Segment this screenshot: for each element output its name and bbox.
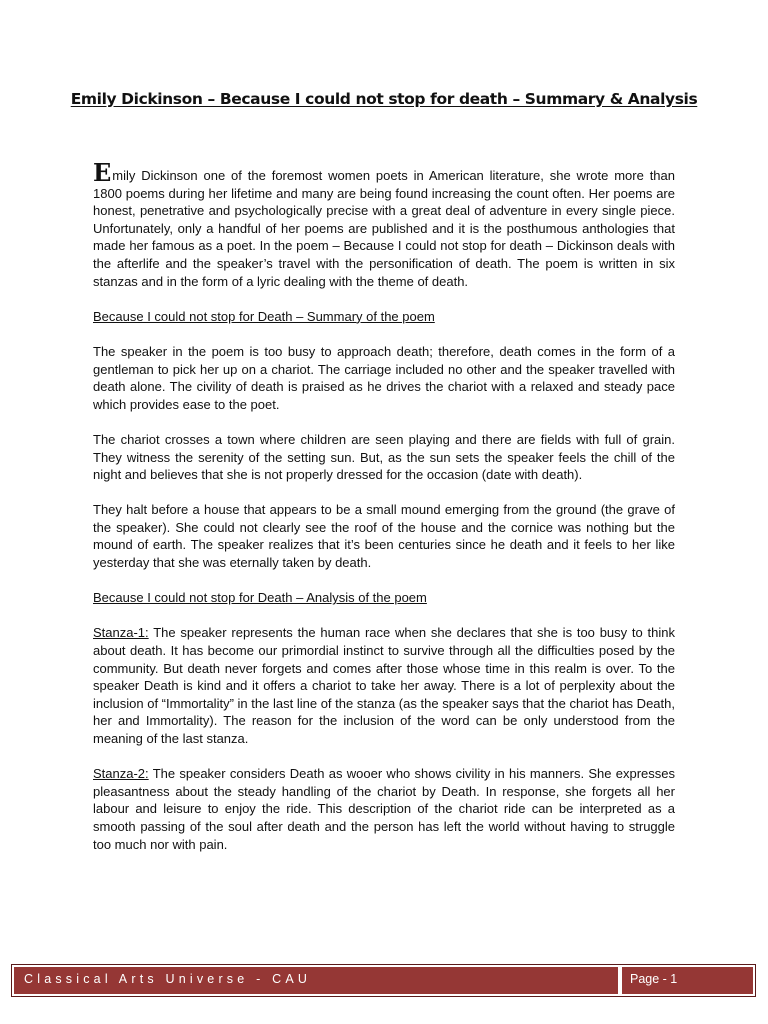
footer-site-name: Classical Arts Universe - CAU — [24, 972, 312, 986]
stanza-2-label: Stanza-2: — [93, 766, 149, 782]
footer-divider — [618, 967, 622, 994]
footer-page-number: Page - 1 — [630, 972, 678, 986]
drop-cap: E — [93, 158, 112, 187]
document-title: Emily Dickinson – Because I could not stop for death – Summary & Analysis — [70, 90, 698, 108]
intro-text: mily Dickinson one of the foremost women poets in American literature, she wrote more than 1800 poems during her lifetime and many are being found increasing the count often. Her poems are honest, penetrative and psychologically precise with a great deal of adventure in every single piece. Unfortunately, only a handful of her poems are published and it is the posthumous anthologies that made her famous as a poet. In the poem – Because I could not stop for death – Dickinson deals with the afterlife and the speaker’s travel with the personification of death. The poem is written in six stanzas and in the form of a lyric dealing with the theme of death. — [93, 168, 675, 289]
footer-bar — [14, 967, 753, 994]
document-body — [93, 158, 675, 853]
analysis-heading: Because I could not stop for Death – Analysis of the poem — [93, 590, 427, 606]
summary-paragraph-3: They halt before a house that appears to be a small mound emerging from the ground (the grave of the speaker). She could not clearly see the roof of the house and the cornice was nothing but the mound of earth. The speaker realizes that it’s been centuries since he death and it feels to her like yesterday that she was eternally taken by death. — [93, 502, 675, 571]
stanza-2-paragraph — [93, 765, 675, 853]
page-footer — [11, 964, 756, 997]
stanza-1-text: The speaker represents the human race when she declares that she is too busy to think about death. It has become our primordial instinct to survive through all the difficulties posed by the community. But death never forgets and comes after those whose time in this realm is over. To the speaker Death is kind and it offers a chariot to take her away. There is a lot of perplexity about the inclusion of “Immortality” in the last line of the stanza (as the speaker says that the chariot has Death, her and Immortality). The reason for the inclusion of the word can be only understood from the meaning of the last stanza. — [93, 625, 675, 746]
summary-paragraph-2: The chariot crosses a town where children are seen playing and there are fields with full of grain. They witness the serenity of the setting sun. But, as the sun sets the speaker feels the chill of the night and believes that she is not properly dressed for the occasion (date with death). — [93, 431, 675, 483]
summary-heading: Because I could not stop for Death – Summary of the poem — [93, 308, 435, 324]
intro-paragraph — [93, 158, 675, 290]
stanza-1-paragraph — [93, 624, 675, 747]
summary-paragraph-1: The speaker in the poem is too busy to approach death; therefore, death comes in the form of a gentleman to pick her up on a chariot. The carriage included no other and the speaker travelled with death alone. The civility of death is praised as he drives the chariot with a relaxed and steady pace which provides ease to the poet. — [93, 343, 675, 412]
stanza-2-text: The speaker considers Death as wooer who shows civility in his manners. She expresses pleasantness about the steady handling of the chariot by Death. In response, she forgets all her labour and leisure to enjoy the ride. This description of the chariot ride can be interpreted as a smooth passing of the soul after death and the person has left the world without having to struggle too much nor with pain. — [93, 766, 675, 852]
stanza-1-label: Stanza-1: — [93, 625, 149, 641]
